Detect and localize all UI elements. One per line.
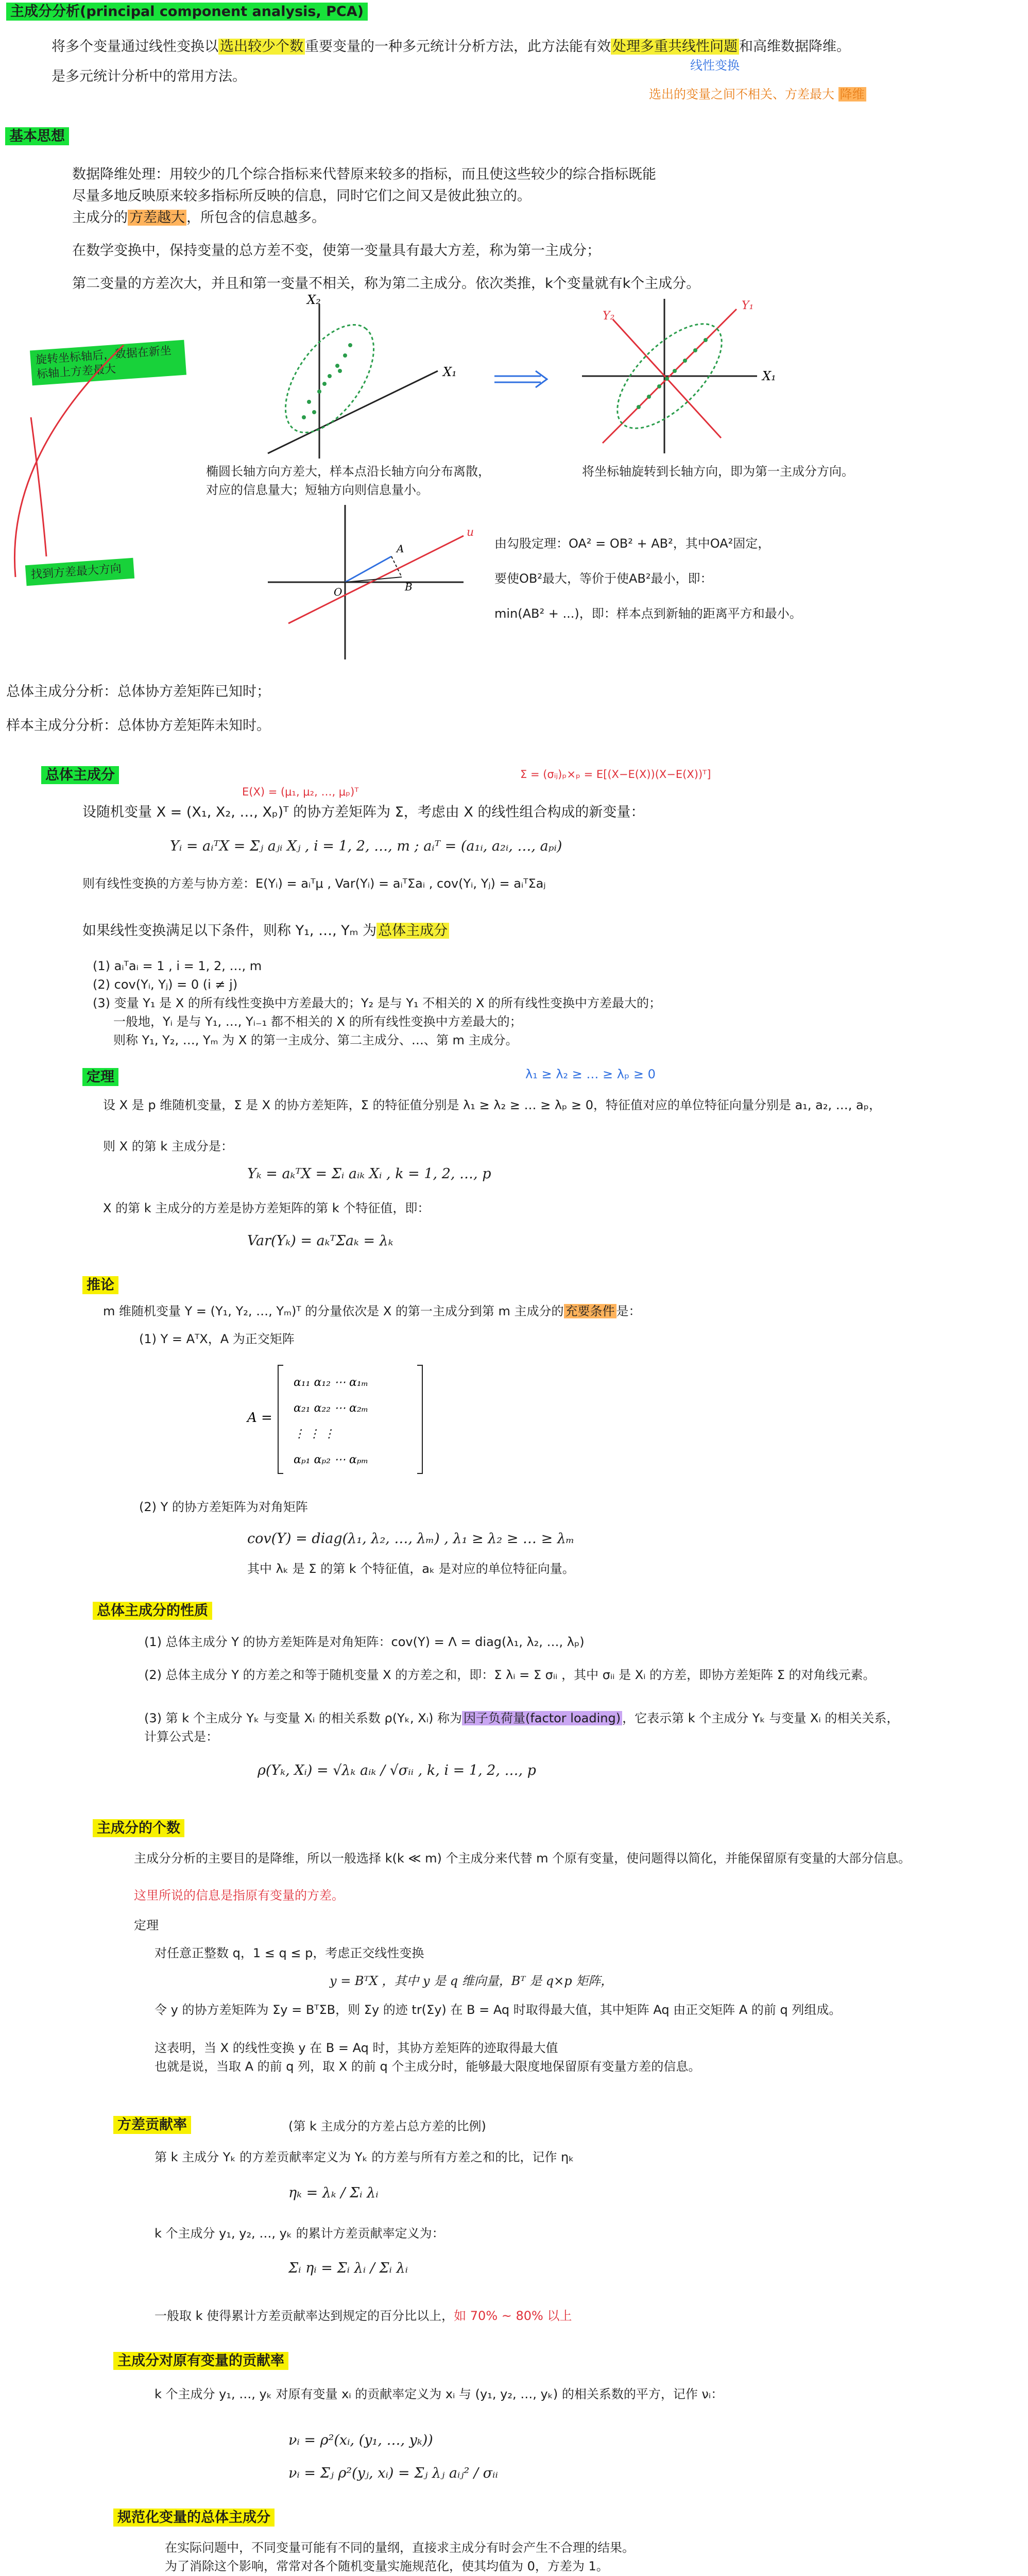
- axis-y1-right: Y₁: [742, 299, 754, 312]
- svg-text:αₚ₁ αₚ₂ ⋯ αₚₘ: αₚ₁ αₚ₂ ⋯ αₚₘ: [294, 1453, 369, 1466]
- tag-max-variance: 找到方差最大方向: [25, 558, 134, 586]
- axis-x1-left: X₁: [443, 365, 457, 379]
- pop-l3: 如果线性变换满足以下条件，则称 Y₁, …, Yₘ 为 总体主成分: [82, 922, 449, 940]
- contribution-heading: 主成分对原有变量的贡献率: [113, 2352, 288, 2370]
- thm-2: 则 X 的第 k 主成分是：: [103, 1139, 233, 1154]
- num-5: 令 y 的协方差矩阵为 Σy = BᵀΣB，则 Σy 的迹 tr(Σy) 在 B = Aq 时取得最大值，其中矩阵 Aq 由正交矩阵 A 的前 q 列组成。: [155, 2003, 842, 2017]
- basic-p1a: 数据降维处理：用较少的几个综合指标来代替原来较多的指标，而且使这些较少的综合指标既能: [72, 166, 656, 182]
- num-1b: 这里所说的信息是指原有变量的方差。: [134, 1888, 344, 1903]
- rate-1: 第 k 主成分 Yₖ 的方差贡献率定义为 Yₖ 的方差与所有方差之和的比，记作 ηₖ: [155, 2150, 574, 2164]
- axis-y2-right: Y₂: [603, 310, 615, 323]
- prop-3d: 计算公式是：: [144, 1730, 218, 1744]
- fig-caption-3b: 要使OB²最大，等价于使AB²最小，即：: [494, 571, 713, 586]
- rate-heading: 方差贡献率: [113, 2116, 191, 2134]
- basic-p1c: 主成分的 方差越大 ，所包含的信息越多。: [72, 210, 325, 226]
- matrix-a-diagram: [247, 1355, 453, 1484]
- intro-line: 将多个变量通过线性变换以 选出较少个数 重要变量的一种多元统计分析方法，此方法能有效 处理多重共线性问题 和高维数据降维。: [52, 39, 850, 55]
- axis-x2-left: X₂: [307, 293, 321, 307]
- transform-arrow-icon: [494, 371, 547, 387]
- svg-text:⋮ ⋮ ⋮: ⋮ ⋮ ⋮: [294, 1428, 335, 1440]
- rate-eq: ηₖ = λₖ / Σᵢ λᵢ: [288, 2185, 379, 2201]
- pca-illustration: [0, 289, 1028, 680]
- basic-p2: 在数学变换中，保持变量的总方差不变，使第一变量具有最大方差，称为第一主成分；: [72, 243, 601, 259]
- cond-5: 则称 Y₁, Y₂, …, Yₘ 为 X 的第一主成分、第二主成分、…、第 m 主成分。: [113, 1033, 518, 1047]
- basic-idea-heading: 基本思想: [5, 128, 69, 145]
- fig-caption-1a: 椭圆长轴方向方差大，样本点沿长轴方向分布离散，: [206, 464, 490, 479]
- cond-1: (1) aᵢᵀaᵢ = 1 , i = 1, 2, …, m: [93, 959, 262, 973]
- prop-3-eq: ρ(Yₖ, Xᵢ) = √λₖ aᵢₖ / √σᵢᵢ , k, i = 1, 2, …, p: [258, 1762, 536, 1778]
- cond-4: 一般地，Yᵢ 是与 Y₁, …, Yᵢ₋₁ 都不相关的 X 的所有线性变换中方差最大的；: [113, 1014, 522, 1029]
- thm-eq: Yₖ = aₖᵀX = Σᵢ aᵢₖ Xᵢ , k = 1, 2, …, p: [247, 1166, 491, 1182]
- cond-3: (3) 变量 Y₁ 是 X 的所有线性变换中方差最大的；Y₂ 是与 Y₁ 不相关的 X 的所有线性变换中方差最大的；: [93, 996, 662, 1010]
- cor-2: (1) Y = AᵀX，A 为正交矩阵: [139, 1332, 295, 1346]
- corollary-heading: 推论: [82, 1277, 118, 1294]
- cor-3: (2) Y 的协方差矩阵为对角矩阵: [139, 1500, 308, 1514]
- connector-arrow: [14, 345, 124, 577]
- projection-diagram: [268, 505, 464, 659]
- pop-l2: 则有线性变换的方差与协方差：E(Yᵢ) = aᵢᵀμ , Var(Yᵢ) = aᵢᵀΣaᵢ , cov(Yᵢ, Yⱼ) = aᵢᵀΣaⱼ: [82, 876, 546, 891]
- rate-2: k 个主成分 y₁, y₂, …, yₖ 的累计方差贡献率定义为：: [155, 2226, 444, 2241]
- num-1: 主成分分析的主要目的是降维，所以一般选择 k(k ≪ m) 个主成分来代替 m 个原有变量，使问题得以简化，并能保留原有变量的大部分信息。: [134, 1851, 911, 1866]
- summary-population: 总体主成分分析：总体协方差矩阵已知时；: [6, 684, 270, 700]
- fig-caption-3a: 由勾股定理：OA² = OB² + AB²，其中OA²固定，: [494, 536, 770, 551]
- scatter-ellipse-left: [268, 304, 438, 459]
- point-a: A: [397, 543, 404, 555]
- num-4: y = BᵀX ，其中 y 是 q 维向量，Bᵀ 是 q×p 矩阵，: [330, 1974, 613, 1988]
- contrib-1: k 个主成分 y₁, …, yₖ 对原有变量 xᵢ 的贡献率定义为 xᵢ 与 (y₁, y₂, …, yₖ) 的相关系数的平方，记作 νᵢ：: [155, 2387, 724, 2401]
- standardize-heading: 规范化变量的总体主成分: [113, 2509, 275, 2527]
- basic-p3: 第二变量的方差次大，并且和第一变量不相关，称为第二主成分。依次类推，k个变量就有k个主成分。: [72, 276, 700, 292]
- pop-eq1: Yᵢ = aᵢᵀX = Σⱼ aⱼᵢ Xⱼ , i = 1, 2, …, m ; aᵢᵀ = (a₁ᵢ, a₂ᵢ, …, aₚᵢ): [170, 838, 562, 854]
- std-2: 为了消除这个影响，常常对各个随机变量实施规范化，使其均值为 0，方差为 1。: [165, 2559, 609, 2573]
- cor-4: 其中 λₖ 是 Σ 的第 k 个特征值，aₖ 是对应的单位特征向量。: [247, 1562, 575, 1576]
- note-cov: Σ = (σᵢⱼ)ₚ×ₚ = E[(X−E(X))(X−E(X))ᵀ]: [520, 768, 711, 781]
- svg-text:α₂₁ α₂₂ ⋯ α₂ₘ: α₂₁ α₂₂ ⋯ α₂ₘ: [294, 1402, 369, 1415]
- note-linear: 线性变换: [690, 58, 740, 73]
- cor-eq: cov(Y) = diag(λ₁, λ₂, …, λₘ) , λ₁ ≥ λ₂ ≥ … ≥ λₘ: [247, 1531, 575, 1547]
- fig-caption-1b: 对应的信息量大；短轴方向则信息量小。: [206, 483, 429, 497]
- prop-1: (1) 总体主成分 Y 的协方差矩阵是对角矩阵：cov(Y) = Λ = diag(λ₁, λ₂, …, λₚ): [144, 1635, 585, 1649]
- point-o: O: [334, 586, 342, 598]
- population-pc-heading: 总体主成分: [41, 767, 119, 784]
- number-heading: 主成分的个数: [93, 1820, 184, 1837]
- note-uncorrelated: 选出的变量之间不相关、方差最大 降维: [649, 87, 866, 102]
- contrib-eq2: νᵢ = Σⱼ ρ²(yⱼ, xᵢ) = Σⱼ λⱼ aᵢⱼ² / σᵢᵢ: [288, 2465, 498, 2481]
- rate-3: 一般取 k 使得累计方差贡献率达到规定的百分比以上，如 70% ~ 80% 以上: [155, 2309, 572, 2323]
- svg-text:α₁₁ α₁₂ ⋯ α₁ₘ: α₁₁ α₁₂ ⋯ α₁ₘ: [294, 1376, 369, 1389]
- num-7: 也就是说，当取 A 的前 q 列，取 X 的前 q 个主成分时，能够最大限度地保留原有变量方差的信息。: [155, 2059, 701, 2074]
- fig-caption-2: 将坐标轴旋转到长轴方向，即为第一主成分方向。: [582, 464, 854, 479]
- connector-arrow-2: [31, 417, 46, 556]
- cor-1: m 维随机变量 Y = (Y₁, Y₂, …, Yₘ)ᵀ 的分量依次是 X 的第一主成分到第 m 主成分的 充要条件 是：: [103, 1304, 641, 1318]
- rate-note: (第 k 主成分的方差占总方差的比例): [288, 2119, 486, 2133]
- rate-eq2: Σᵢ ηᵢ = Σᵢ λᵢ / Σᵢ λᵢ: [288, 2260, 408, 2276]
- axis-u: u: [467, 526, 474, 539]
- thm-eq2: Var(Yₖ) = aₖᵀΣaₖ = λₖ: [247, 1233, 393, 1249]
- basic-p1b: 尽量多地反映原来较多指标所反映的信息，同时它们之间又是彼此独立的。: [72, 188, 531, 204]
- note-mean: E(X) = (μ₁, μ₂, …, μₚ)ᵀ: [242, 786, 359, 798]
- std-1: 在实际问题中，不同变量可能有不同的量纲，直接求主成分有时会产生不合理的结果。: [165, 2540, 635, 2555]
- cond-2: (2) cov(Yᵢ, Yⱼ) = 0 (i ≠ j): [93, 977, 238, 992]
- prop-2: (2) 总体主成分 Y 的方差之和等于随机变量 X 的方差之和，即：Σ λᵢ = Σ σᵢᵢ ，其中 σᵢᵢ 是 Xᵢ 的方差，即协方差矩阵 Σ 的对角线元素。: [144, 1668, 876, 1682]
- fig-caption-3c: min(AB² + ...)，即：样本点到新轴的距离平方和最小。: [494, 606, 802, 621]
- point-b: B: [405, 581, 413, 593]
- axis-x1-right: X₁: [762, 369, 776, 383]
- num-2: 定理: [134, 1918, 159, 1933]
- summary-sample: 样本主成分分析：总体协方差矩阵未知时。: [6, 718, 270, 734]
- prop-3: (3) 第 k 个主成分 Yₖ 与变量 Xᵢ 的相关系数 ρ(Yₖ, Xᵢ) 称为 因子负荷量(factor loading) ，它表示第 k 个主成分 Yₖ 与变量 Xᵢ 的相关关系，: [144, 1711, 899, 1725]
- contrib-eq: νᵢ = ρ²(xᵢ, (y₁, …, yₖ)): [288, 2432, 433, 2448]
- thm-1: 设 X 是 p 维随机变量，Σ 是 X 的协方差矩阵，Σ 的特征值分别是 λ₁ ≥ λ₂ ≥ … ≥ λₚ ≥ 0，特征值对应的单位特征向量分别是 a₁, a₂, …, aₚ，: [103, 1098, 882, 1112]
- pop-l1: 设随机变量 X = (X₁, X₂, …, Xₚ)ᵀ 的协方差矩阵为 Σ，考虑由 X 的线性组合构成的新变量：: [82, 804, 645, 820]
- intro-line-2: 是多元统计分析中的常用方法。: [52, 69, 246, 84]
- thm-3: X 的第 k 主成分的方差是协方差矩阵的第 k 个特征值，即：: [103, 1201, 430, 1215]
- num-6: 这表明，当 X 的线性变换 y 在 B = Aq 时，其协方差矩阵的迹取得最大值: [155, 2041, 558, 2055]
- properties-heading: 总体主成分的性质: [93, 1602, 212, 1620]
- main-title: 主成分分析(principal component analysis, PCA): [6, 3, 368, 21]
- note-eigen-order: λ₁ ≥ λ₂ ≥ … ≥ λₚ ≥ 0: [525, 1067, 656, 1081]
- tag-rotate: 旋转坐标轴后，数据在新坐标轴上方差最大: [30, 340, 186, 386]
- svg-text:A =: A =: [247, 1410, 272, 1426]
- theorem-heading: 定理: [82, 1069, 118, 1086]
- num-3: 对任意正整数 q，1 ≤ q ≤ p，考虑正交线性变换: [155, 1946, 424, 1960]
